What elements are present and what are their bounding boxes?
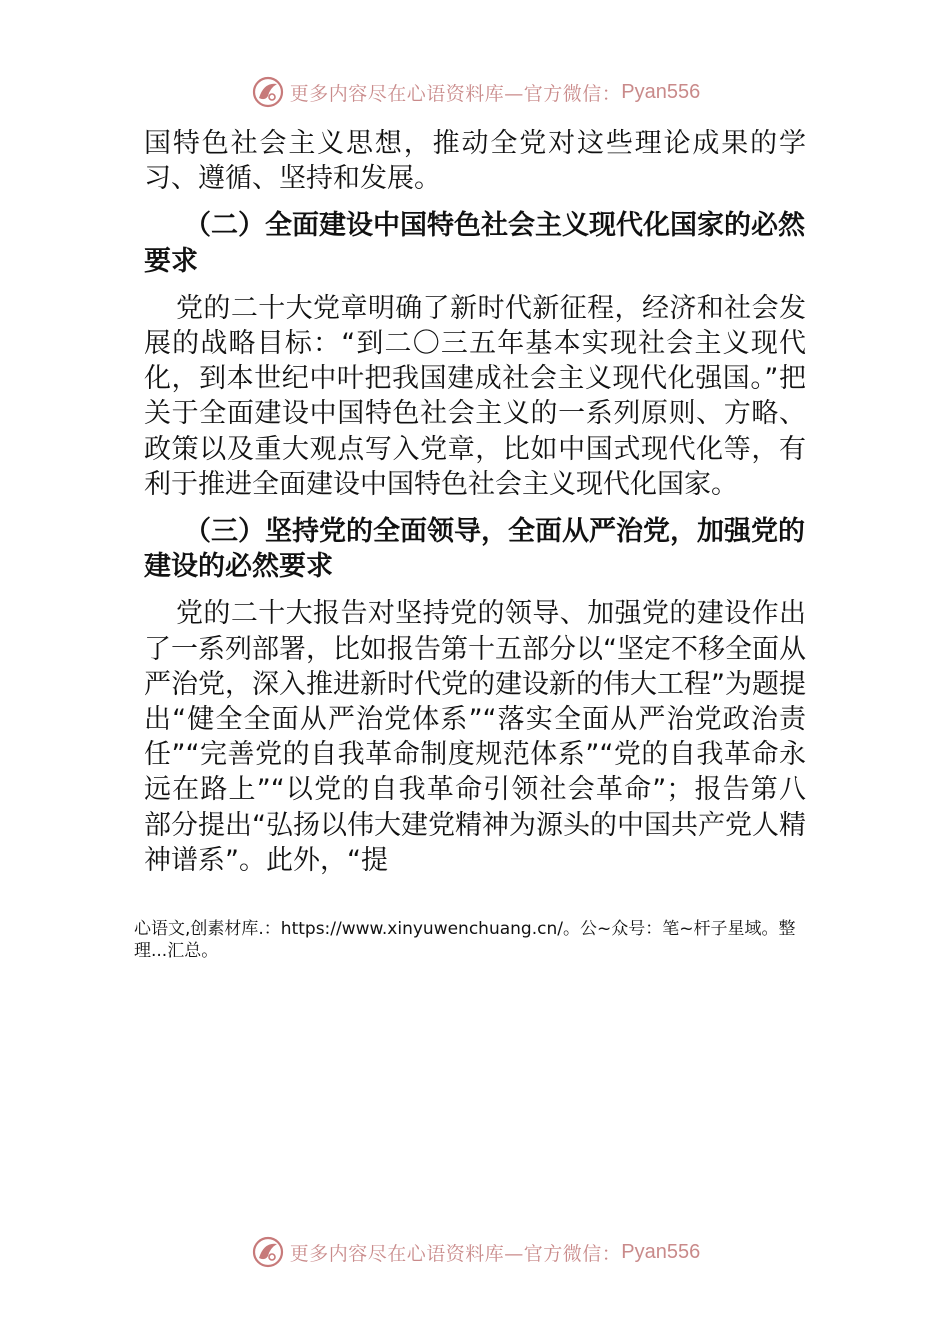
header-watermark xyxy=(0,72,950,112)
banner-text: 更多内容尽在心语资料库—官方微信： xyxy=(289,1242,622,1265)
logo-icon xyxy=(250,74,286,110)
banner-wechat-id: Pyan556 xyxy=(621,80,701,103)
source-note: 心语文,创素材库.：https://www.xinyuwenchuang.cn/。公~众号：笔~杆子星域。整理...汇总。 xyxy=(134,919,796,961)
paragraph-2: 党的二十大党章明确了新时代新征程，经济和社会发展的战略目标：“到二〇三五年基本实现社会主义现代化，到本世纪中叶把我国建成社会主义现代化强国。”把关于全面建设中国特色社会主义的一系列原则、方略、政策以及重大观点写入党章，比如中国式现代化等，有利于推进全面建设中国特色社会主义现代化国家。 xyxy=(144,292,806,500)
banner-wechat-id: Pyan556 xyxy=(621,1240,701,1263)
logo-icon xyxy=(250,1234,286,1270)
paragraph-3: 党的二十大报告对坚持党的领导、加强党的建设作出了一系列部署，比如报告第十五部分以“坚定不移全面从严治党，深入推进新时代党的建设新的伟大工程”为题提出“健全全面从严治党体系”“落实全面从严治党政治责任”“完善党的自我革命制度规范体系”“党的自我革命永远在路上”“以党的自我革命引领社会革命”；报告第八部分提出“弘扬以伟大建党精神为源头的中国共产党人精神谱系”。此外，“提 xyxy=(144,598,806,876)
section-heading-3: （三）坚持党的全面领导，全面从严治党，加强党的建设的必然要求 xyxy=(144,516,805,583)
footer-watermark xyxy=(0,1232,950,1272)
section-heading-2: （二）全面建设中国特色社会主义现代化国家的必然要求 xyxy=(144,210,805,277)
document-body xyxy=(144,126,806,878)
paragraph-1: 国特色社会主义思想，推动全党对这些理论成果的学习、遵循、坚持和发展。 xyxy=(144,128,806,195)
banner-text: 更多内容尽在心语资料库—官方微信： xyxy=(289,82,622,105)
